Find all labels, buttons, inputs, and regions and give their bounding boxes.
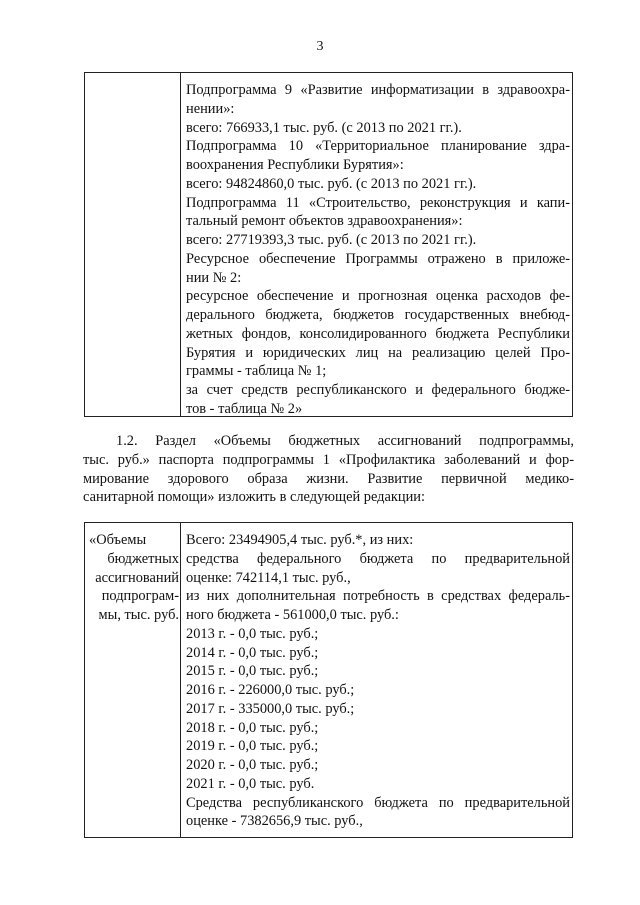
table-2-left-line: «Объемы bbox=[89, 532, 147, 548]
table-2-left-line: ассигнований bbox=[95, 569, 179, 586]
table-1-text-line: всего: 766933,1 тыс. руб. (с 2013 по 2021 гг.). bbox=[186, 119, 462, 136]
table-2-text-line: 2018 г. - 0,0 тыс. руб.; bbox=[186, 719, 319, 736]
table-1-text-line: ресурсное обеспечение и прогнозная оценка расходов фе- bbox=[186, 288, 570, 305]
table-1-text-line: нии № 2: bbox=[186, 269, 242, 286]
table-1-text-line: Подпрограмма 10 «Территориальное планирование здра- bbox=[186, 138, 570, 155]
table-2-text-line: ного бюджета - 561000,0 тыс. руб.: bbox=[186, 607, 399, 623]
table-1-text-line: всего: 27719393,3 тыс. руб. (с 2013 по 2021 гг.). bbox=[186, 232, 477, 248]
paragraph-line: санитарной помощи» изложить в следующей редакции: bbox=[83, 489, 425, 506]
table-2-text-line: из них дополнительная потребность в средствах федераль- bbox=[186, 588, 570, 605]
table-2-left-line: бюджетных bbox=[107, 550, 179, 567]
table-2-text-line: 2014 г. - 0,0 тыс. руб.; bbox=[186, 644, 319, 661]
table-2-left-line: подпрограм- bbox=[101, 588, 179, 605]
table-1-text-line: тальный ремонт объектов здравоохранения»: bbox=[186, 213, 463, 230]
table-2-column-divider bbox=[180, 523, 181, 837]
table-1-text-line: жетных фондов, консолидированного бюджета Республики bbox=[186, 325, 570, 342]
table-2-text-line: 2019 г. - 0,0 тыс. руб.; bbox=[186, 738, 319, 755]
table-1-right-cell bbox=[186, 81, 570, 419]
table-2 bbox=[84, 522, 573, 838]
table-2-text-line: оценке: 742114,1 тыс. руб., bbox=[186, 569, 351, 586]
table-1-text-line: дерального бюджета, бюджетов государственных внебюд- bbox=[186, 307, 570, 323]
table-2-text-line: 2013 г. - 0,0 тыс. руб.; bbox=[186, 625, 319, 642]
table-1-text-line: тов - таблица № 2» bbox=[186, 400, 303, 417]
table-1-text-line: за счет средств республиканского и федерального бюдже- bbox=[186, 382, 570, 398]
table-2-right-cell bbox=[186, 531, 570, 831]
table-2-text-line: 2016 г. - 226000,0 тыс. руб.; bbox=[186, 682, 355, 698]
table-1-text-line: Подпрограмма 9 «Развитие информатизации в здравоохра- bbox=[186, 82, 570, 98]
page-number: 3 bbox=[316, 39, 324, 54]
table-2-text-line: 2020 г. - 0,0 тыс. руб.; bbox=[186, 757, 319, 773]
table-1-text-line: Бурятия и юридических лиц на реализацию целей Про- bbox=[186, 344, 570, 361]
table-1-text-line: Ресурсное обеспечение Программы отражено в приложе- bbox=[186, 250, 570, 267]
table-1-text-line: Подпрограмма 11 «Строительство, реконструкция и капи- bbox=[186, 194, 570, 211]
table-2-text-line: 2021 г. - 0,0 тыс. руб. bbox=[186, 775, 315, 792]
table-1-column-divider bbox=[180, 73, 181, 416]
table-1-text-line: нении»: bbox=[186, 100, 235, 117]
table-2-left-cell bbox=[89, 531, 179, 625]
table-2-left-line: мы, тыс. руб. bbox=[98, 607, 179, 623]
table-1-text-line: граммы - таблица № 1; bbox=[186, 363, 327, 380]
table-1 bbox=[84, 72, 573, 417]
amendment-paragraph bbox=[83, 432, 574, 507]
paragraph-line: тыс. руб.» паспорта подпрограммы 1 «Профилактика заболеваний и фор- bbox=[83, 451, 574, 468]
table-1-text-line: всего: 94824860,0 тыс. руб. (с 2013 по 2021 гг.). bbox=[186, 175, 477, 192]
paragraph-line: мирование здорового образа жизни. Развитие первичной медико- bbox=[83, 470, 574, 487]
table-2-text-line: Средства республиканского бюджета по предварительной bbox=[186, 794, 570, 811]
table-2-text-line: Всего: 23494905,4 тыс. руб.*, из них: bbox=[186, 532, 414, 548]
paragraph-line: 1.2. Раздел «Объемы бюджетных ассигнований подпрограммы, bbox=[116, 433, 574, 449]
table-2-text-line: оценке - 7382656,9 тыс. руб., bbox=[186, 813, 363, 830]
table-2-text-line: 2017 г. - 335000,0 тыс. руб.; bbox=[186, 700, 355, 717]
table-1-text-line: воохранения Республики Бурятия»: bbox=[186, 157, 404, 173]
table-2-text-line: 2015 г. - 0,0 тыс. руб.; bbox=[186, 663, 319, 680]
table-2-text-line: средства федерального бюджета по предварительной bbox=[186, 550, 570, 567]
